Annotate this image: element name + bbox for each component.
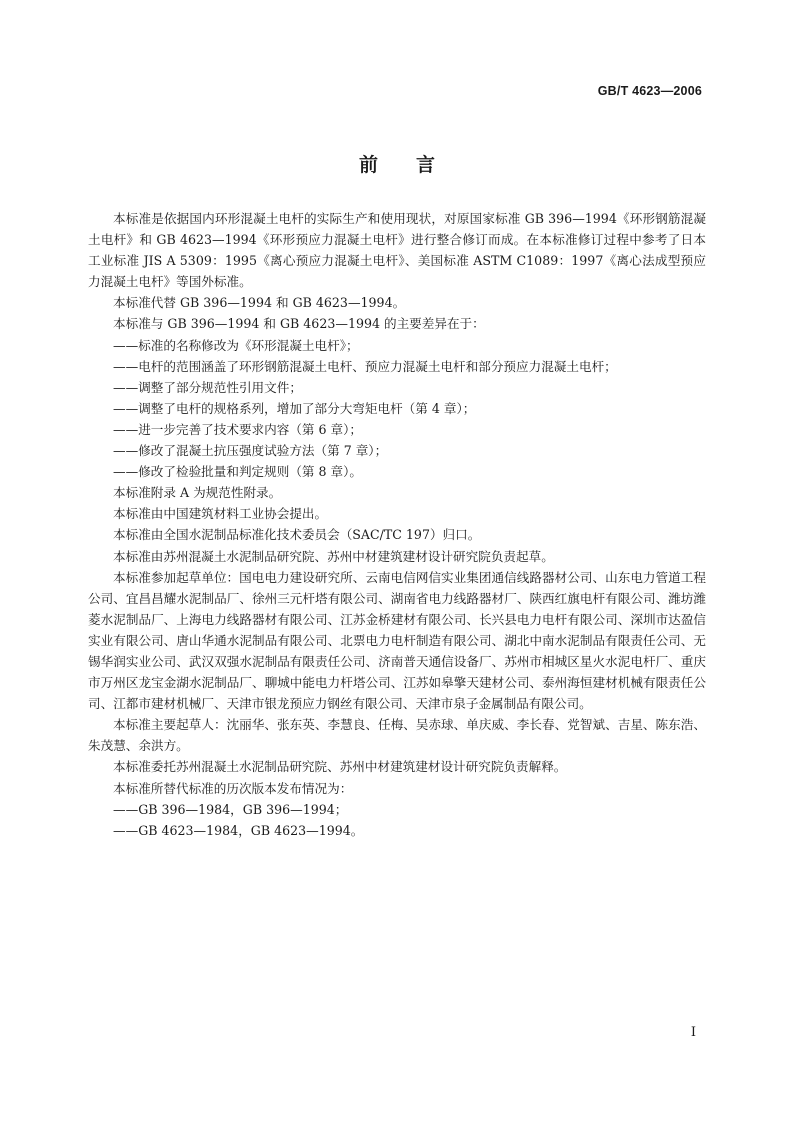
paragraph-differences: 本标准与 GB 396—1994 和 GB 4623—1994 的主要差异在于：	[113, 316, 485, 332]
page-number: I	[690, 1025, 696, 1040]
list-item: ——GB 4623—1984，GB 4623—1994。	[113, 822, 364, 838]
paragraph-replaces: 本标准代替 GB 396—1994 和 GB 4623—1994。	[113, 295, 406, 311]
paragraph-proposed-by: 本标准由中国建筑材料工业协会提出。	[113, 506, 328, 522]
paragraph-centralized-by: 本标准由全国水泥制品标准化技术委员会（SAC/TC 197）归口。	[113, 527, 481, 543]
paragraph-drafters: 本标准主要起草人：沈丽华、张东英、李慧良、任梅、吴赤球、单庆威、李长春、党智斌、吉星、陈东浩、朱茂慧、余洪方。	[88, 717, 706, 754]
list-item: ——电杆的范围涵盖了环形钢筋混凝土电杆、预应力混凝土电杆和部分预应力混凝土电杆；	[113, 358, 617, 374]
foreword-body	[88, 208, 706, 841]
list-item: ——修改了混凝土抗压强度试验方法（第 7 章）；	[113, 443, 388, 459]
standard-code: GB/T 4623—2006	[597, 84, 702, 98]
paragraph-drafted-by: 本标准由苏州混凝土水泥制品研究院、苏州中材建筑建材设计研究院负责起草。	[113, 548, 554, 564]
paragraph-participating-units: 本标准参加起草单位：国电电力建设研究所、云南电信网信实业集团通信线路器材公司、山东电力管道工程公司、宜昌昌耀水泥制品厂、徐州三元杆塔有限公司、湖南省电力线路器材厂、陕西红旗电杆有限公司、潍坊潍菱水泥制品厂、上海电力线路器材有限公司、江苏金桥建材有限公司、长兴县电力电杆有限公司、深圳市达盈信实业有限公司、唐山华通水泥制品有限公司、北票电力电杆制造有限公司、湖北中南水泥制品有限责任公司、无锡华润实业公司、武汉双强水泥制品有限责任公司、济南普天通信设备厂、苏州市相城区星火水泥电杆厂、重庆市万州区龙宝金湖水泥制品厂、聊城中能电力杆塔公司、江苏如皋擎天建材公司、泰州海恒建材机械有限责任公司、江都市建材机械厂、天津市银龙预应力钢丝有限公司、天津市泉子金属制品有限公司。	[88, 569, 706, 712]
paragraph-interpretation: 本标准委托苏州混凝土水泥制品研究院、苏州中材建筑建材设计研究院负责解释。	[113, 759, 567, 775]
paragraph-annex: 本标准附录 A 为规范性附录。	[113, 485, 282, 501]
list-item: ——修改了检验批量和判定规则（第 8 章）。	[113, 464, 363, 480]
list-item: ——调整了电杆的规格系列，增加了部分大弯矩电杆（第 4 章）；	[113, 400, 476, 416]
paragraph-history: 本标准所替代标准的历次版本发布情况为：	[113, 780, 353, 796]
page-title: 前言	[358, 154, 473, 176]
paragraph-intro: 本标准是依据国内环形混凝土电杆的实际生产和使用现状，对原国家标准 GB 396—1994《环形钢筋混凝土电杆》和 GB 4623—1994《环形预应力混凝土电杆》进行整合修订而成。在本标准修订过程中参考了日本工业标准 JIS A 5309：1995《离心预应力混凝土电杆》、美国标准 ASTM C1089：1997《离心法成型预应力混凝土电杆》等国外标准。	[88, 211, 706, 290]
list-item: ——进一步完善了技术要求内容（第 6 章）；	[113, 421, 363, 437]
list-item: ——调整了部分规范性引用文件；	[113, 379, 302, 395]
list-item: ——标准的名称修改为《环形混凝土电杆》；	[113, 337, 359, 353]
list-item: ——GB 396—1984，GB 396—1994；	[113, 801, 348, 817]
